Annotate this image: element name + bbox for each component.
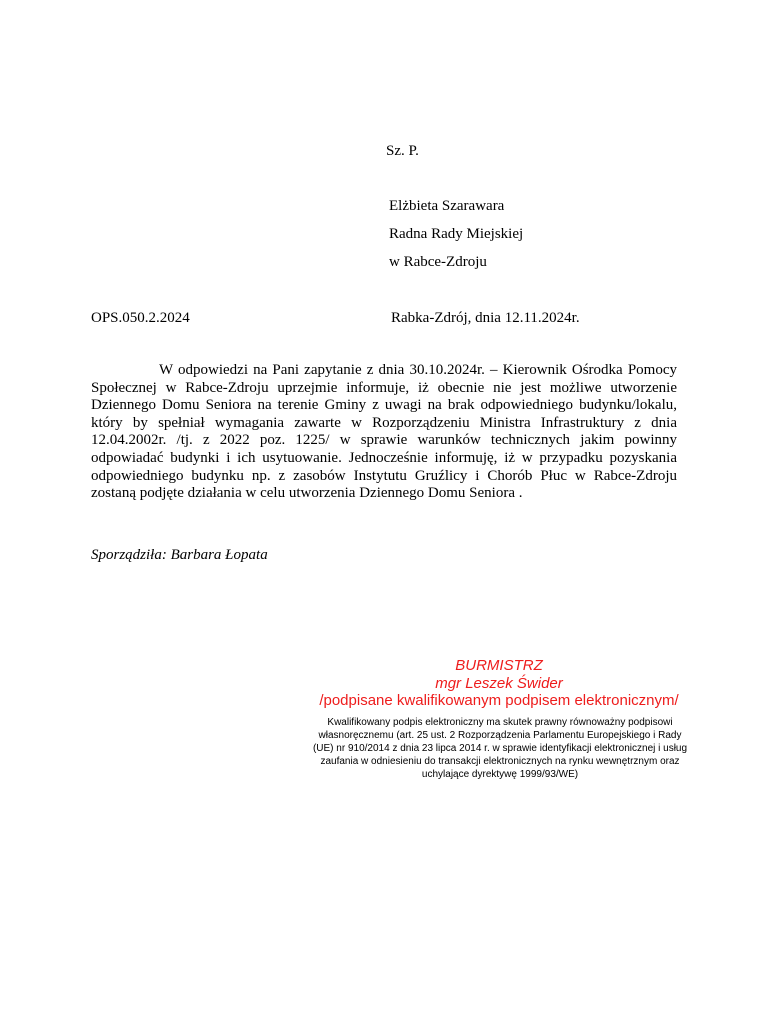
signatory-name: mgr Leszek Świder	[435, 674, 563, 692]
salutation: Sz. P.	[386, 143, 419, 159]
recipient-name: Elżbieta Szarawara	[389, 198, 505, 214]
letter-body: W odpowiedzi na Pani zapytanie z dnia 30.10.2024r. – Kierownik Ośrodka Pomocy Społecznej w Rabce-Zdroju uprzejmie informuje, iż obecnie nie jest możliwe utworzenie Dziennego Domu Seniora na terenie Gminy z uwagi na brak odpowiedniego budynku/lokalu, który by spełniał wymagania zawarte w Rozporządzeniu Ministra Infrastruktury z dnia 12.04.2002r. /tj. z 2022 poz. 1225/ w sprawie warunków technicznych jakim powinny odpowiadać budynki i ich usytuowanie. Jednocześnie informuję, iż w przypadku pozyskania odpowiedniego budynku np. z zasobów Instytutu Gruźlicy i Chorób Płuc w Rabce-Zdroju zostaną podjęte działania w celu utworzenia Dziennego Domu Seniora .	[91, 362, 677, 502]
recipient-role: Radna Rady Miejskiej	[389, 226, 524, 242]
place-and-date: Rabka-Zdrój, dnia 12.11.2024r.	[391, 310, 580, 326]
signature-block	[308, 657, 690, 710]
reference-number: OPS.050.2.2024	[91, 310, 190, 326]
signed-note: /podpisane kwalifikowanym podpisem elektronicznym/	[319, 692, 679, 709]
qualified-signature-legal-note: Kwalifikowany podpis elektroniczny ma skutek prawny równoważny podpisowi własnoręcznemu (art. 25 ust. 2 Rozporządzenia Parlamentu Europejskiego i Rady (UE) nr 910/2014 z dnia 23 lipca 2014 r. w sprawie identyfikacji elektronicznej i usług zaufania w odniesieniu do transakcji elektronicznych na rynku wewnętrznym oraz uchylające dyrektywę 1999/93/WE)	[312, 717, 688, 780]
recipient-place: w Rabce-Zdroju	[389, 254, 487, 270]
prepared-by: Sporządziła: Barbara Łopata	[91, 547, 268, 563]
signatory-title: BURMISTRZ	[455, 657, 543, 674]
